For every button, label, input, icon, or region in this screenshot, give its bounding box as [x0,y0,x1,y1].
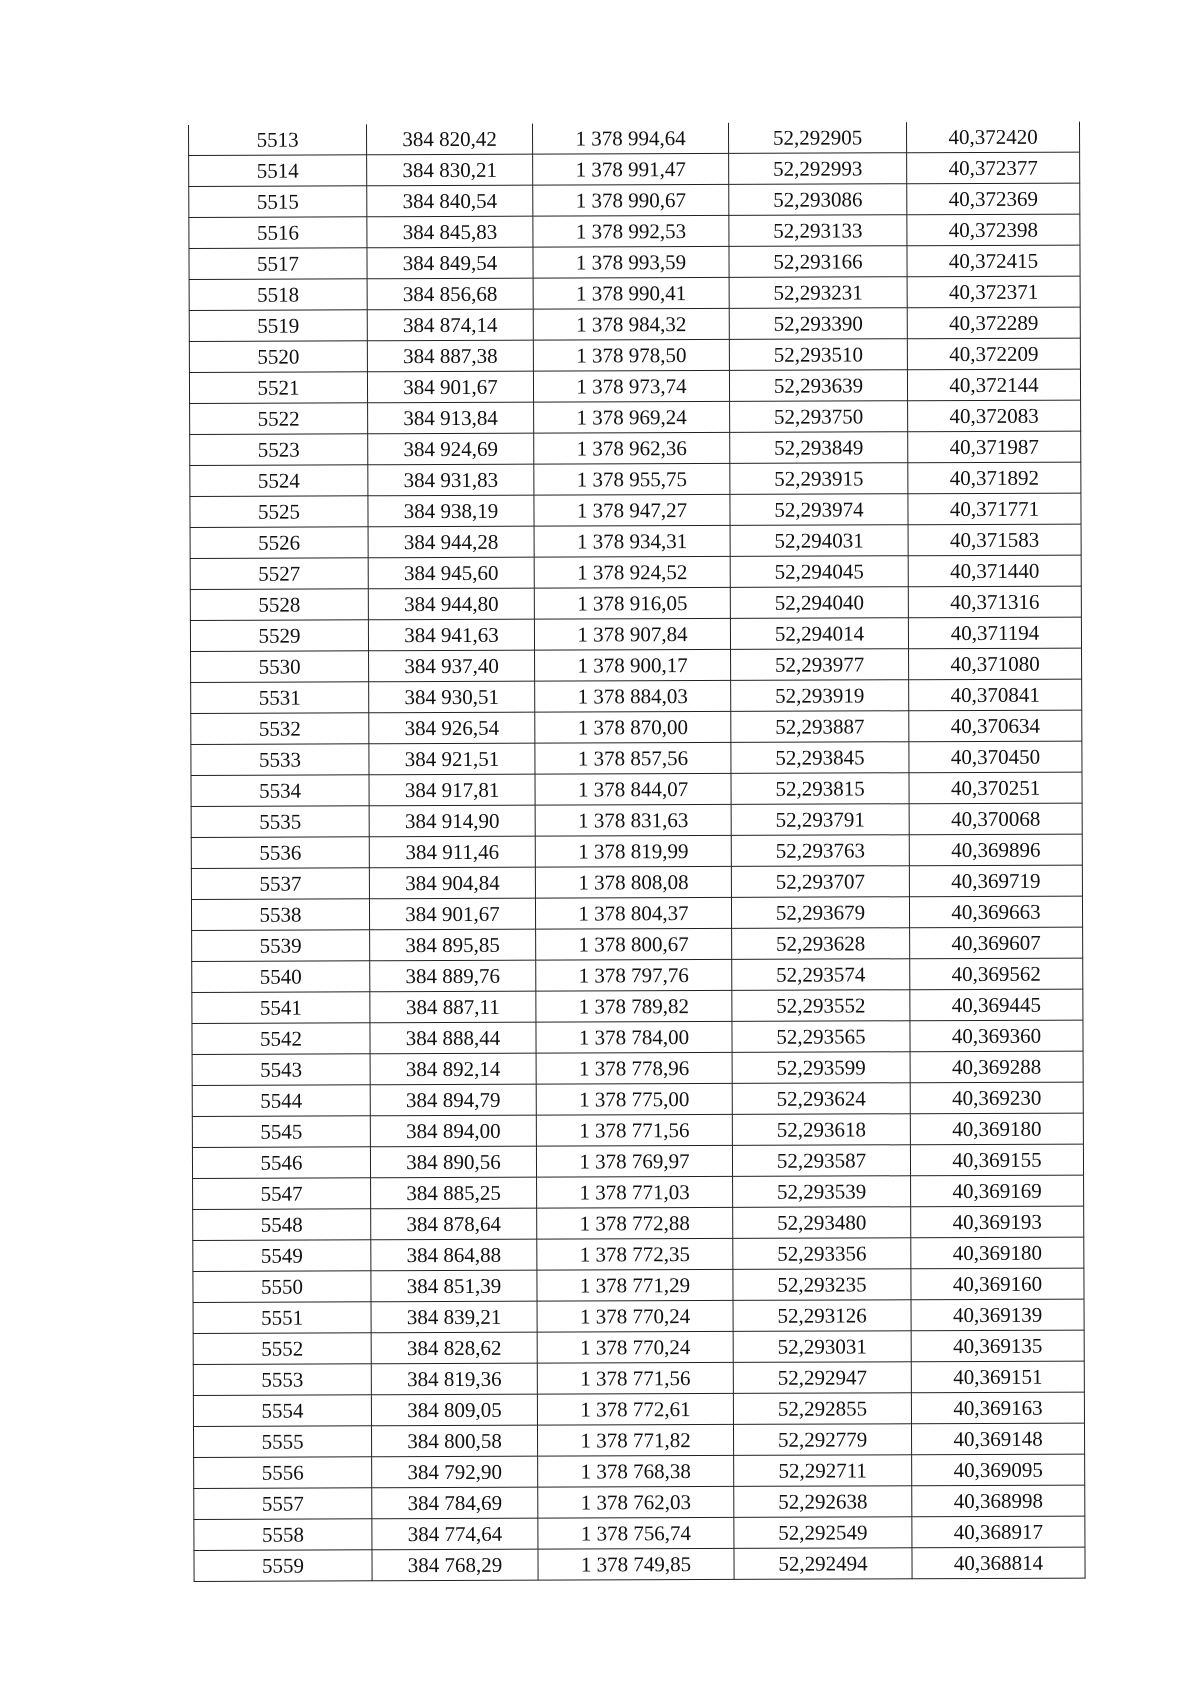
latitude-cell: 52,293356 [733,1238,911,1270]
latitude-cell: 52,293390 [729,308,907,340]
latitude-cell: 52,293552 [732,990,910,1022]
longitude-cell: 40,369896 [909,834,1082,866]
table-row [194,1485,1085,1519]
point-number-cell: 5526 [190,527,368,559]
table-row [193,1206,1084,1240]
table-row [193,1175,1084,1209]
longitude-cell: 40,369169 [911,1175,1084,1207]
table-row [191,648,1082,682]
point-number-cell: 5535 [191,806,369,838]
y-coordinate-cell: 1 378 831,63 [535,804,731,836]
point-number-cell: 5536 [191,837,369,869]
point-number-cell: 5551 [193,1302,371,1334]
y-coordinate-cell: 1 378 772,35 [537,1238,733,1270]
y-coordinate-cell: 1 378 762,03 [538,1486,734,1518]
longitude-cell: 40,369139 [911,1299,1084,1331]
y-coordinate-cell: 1 378 844,07 [535,773,731,805]
x-coordinate-cell: 384 800,58 [371,1425,537,1457]
x-coordinate-cell: 384 809,05 [371,1394,537,1426]
longitude-cell: 40,369663 [909,896,1082,928]
y-coordinate-cell: 1 378 992,53 [533,215,729,247]
x-coordinate-cell: 384 901,67 [367,371,533,403]
x-coordinate-cell: 384 890,56 [370,1146,536,1178]
point-number-cell: 5538 [191,899,369,931]
x-coordinate-cell: 384 889,76 [370,960,536,992]
longitude-cell: 40,371987 [908,431,1081,463]
longitude-cell: 40,371583 [908,524,1081,556]
latitude-cell: 52,292905 [728,122,906,153]
table-row [190,493,1081,527]
x-coordinate-cell: 384 938,19 [368,495,534,527]
x-coordinate-cell: 384 895,85 [370,929,536,961]
point-number-cell: 5516 [189,217,367,249]
longitude-cell: 40,369193 [911,1206,1084,1238]
longitude-cell: 40,371892 [908,462,1081,494]
latitude-cell: 52,293750 [730,401,908,433]
latitude-cell: 52,293791 [731,804,909,836]
table-row [192,927,1083,961]
y-coordinate-cell: 1 378 991,47 [533,153,729,185]
longitude-cell: 40,371771 [908,493,1081,525]
latitude-cell: 52,292947 [733,1362,911,1394]
y-coordinate-cell: 1 378 870,00 [535,711,731,743]
point-number-cell: 5534 [191,775,369,807]
latitude-cell: 52,293639 [729,370,907,402]
y-coordinate-cell: 1 378 934,31 [534,525,730,557]
x-coordinate-cell: 384 888,44 [370,1022,536,1054]
x-coordinate-cell: 384 774,64 [372,1518,538,1550]
latitude-cell: 52,293480 [733,1207,911,1239]
table-row [194,1516,1085,1550]
x-coordinate-cell: 384 887,38 [367,340,533,372]
x-coordinate-cell: 384 892,14 [370,1053,536,1085]
y-coordinate-cell: 1 378 756,74 [538,1517,734,1549]
y-coordinate-cell: 1 378 772,88 [537,1207,733,1239]
table-row [193,1423,1084,1457]
point-number-cell: 5531 [191,682,369,714]
x-coordinate-cell: 384 840,54 [367,185,533,217]
latitude-cell: 52,294014 [730,618,908,650]
y-coordinate-cell: 1 378 800,67 [536,928,732,960]
y-coordinate-cell: 1 378 962,36 [534,432,730,464]
latitude-cell: 52,293887 [731,711,909,743]
longitude-cell: 40,370068 [909,803,1082,835]
longitude-cell: 40,369135 [911,1330,1084,1362]
x-coordinate-cell: 384 926,54 [369,712,535,744]
longitude-cell: 40,369095 [912,1454,1085,1486]
table-row [192,989,1083,1023]
x-coordinate-cell: 384 819,36 [371,1363,537,1395]
longitude-cell: 40,372398 [907,214,1080,246]
latitude-cell: 52,293679 [731,897,909,929]
longitude-cell: 40,372377 [907,152,1080,184]
longitude-cell: 40,372289 [907,307,1080,339]
point-number-cell: 5539 [192,930,370,962]
table-row [194,1547,1085,1581]
table-row [191,772,1082,806]
table-row [190,586,1081,620]
longitude-cell: 40,369445 [910,989,1083,1021]
longitude-cell: 40,368917 [912,1516,1085,1548]
longitude-cell: 40,369151 [911,1361,1084,1393]
y-coordinate-cell: 1 378 907,84 [534,618,730,650]
point-number-cell: 5557 [194,1488,372,1520]
point-number-cell: 5532 [191,713,369,745]
x-coordinate-cell: 384 849,54 [367,247,533,279]
latitude-cell: 52,293707 [731,866,909,898]
latitude-cell: 52,293977 [731,649,909,681]
table-row [189,338,1080,372]
latitude-cell: 52,293166 [729,246,907,278]
table-row [190,555,1081,589]
point-number-cell: 5545 [192,1116,370,1148]
table-row [190,617,1081,651]
latitude-cell: 52,293587 [732,1145,910,1177]
y-coordinate-cell: 1 378 924,52 [534,556,730,588]
y-coordinate-cell: 1 378 749,85 [538,1548,734,1580]
latitude-cell: 52,293510 [729,339,907,371]
longitude-cell: 40,371194 [908,617,1081,649]
y-coordinate-cell: 1 378 771,82 [537,1424,733,1456]
x-coordinate-cell: 384 901,67 [369,898,535,930]
point-number-cell: 5542 [192,1023,370,1055]
latitude-cell: 52,294045 [730,556,908,588]
table-row [193,1299,1084,1333]
point-number-cell: 5519 [189,310,367,342]
table-row [192,1144,1083,1178]
table-row [193,1330,1084,1364]
y-coordinate-cell: 1 378 955,75 [534,463,730,495]
longitude-cell: 40,368998 [912,1485,1085,1517]
point-number-cell: 5537 [191,868,369,900]
point-number-cell: 5553 [193,1364,371,1396]
table-row [191,741,1082,775]
longitude-cell: 40,370251 [909,772,1082,804]
longitude-cell: 40,369155 [910,1144,1083,1176]
longitude-cell: 40,369230 [910,1082,1083,1114]
x-coordinate-cell: 384 924,69 [368,433,534,465]
latitude-cell: 52,293539 [733,1176,911,1208]
x-coordinate-cell: 384 944,80 [368,588,534,620]
point-number-cell: 5555 [193,1426,371,1458]
y-coordinate-cell: 1 378 819,99 [535,835,731,867]
x-coordinate-cell: 384 885,25 [371,1177,537,1209]
latitude-cell: 52,293565 [732,1021,910,1053]
x-coordinate-cell: 384 904,84 [369,867,535,899]
latitude-cell: 52,292711 [734,1455,912,1487]
x-coordinate-cell: 384 917,81 [369,774,535,806]
longitude-cell: 40,369360 [910,1020,1083,1052]
latitude-cell: 52,293599 [732,1052,910,1084]
point-number-cell: 5546 [192,1147,370,1179]
x-coordinate-cell: 384 894,00 [370,1115,536,1147]
latitude-cell: 52,293915 [730,463,908,495]
table-row [189,369,1080,403]
x-coordinate-cell: 384 851,39 [371,1270,537,1302]
latitude-cell: 52,293919 [731,680,909,712]
table-row [191,710,1082,744]
y-coordinate-cell: 1 378 994,64 [532,123,728,154]
y-coordinate-cell: 1 378 778,96 [536,1052,732,1084]
x-coordinate-cell: 384 839,21 [371,1301,537,1333]
longitude-cell: 40,369160 [911,1268,1084,1300]
x-coordinate-cell: 384 878,64 [371,1208,537,1240]
x-coordinate-cell: 384 941,63 [368,619,534,651]
longitude-cell: 40,371440 [908,555,1081,587]
y-coordinate-cell: 1 378 770,24 [537,1331,733,1363]
y-coordinate-cell: 1 378 784,00 [536,1021,732,1053]
x-coordinate-cell: 384 911,46 [369,836,535,868]
y-coordinate-cell: 1 378 770,24 [537,1300,733,1332]
table-row [193,1361,1084,1395]
longitude-cell: 40,369562 [910,958,1083,990]
x-coordinate-cell: 384 874,14 [367,309,533,341]
y-coordinate-cell: 1 378 771,56 [536,1114,732,1146]
x-coordinate-cell: 384 931,83 [368,464,534,496]
table-row [192,1020,1083,1054]
y-coordinate-cell: 1 378 797,76 [536,959,732,991]
longitude-cell: 40,372369 [907,183,1080,215]
x-coordinate-cell: 384 930,51 [369,681,535,713]
y-coordinate-cell: 1 378 771,03 [537,1176,733,1208]
latitude-cell: 52,292855 [733,1393,911,1425]
table-row [190,431,1081,465]
longitude-cell: 40,372144 [907,369,1080,401]
y-coordinate-cell: 1 378 808,08 [535,866,731,898]
y-coordinate-cell: 1 378 772,61 [537,1393,733,1425]
y-coordinate-cell: 1 378 804,37 [535,897,731,929]
table-row [190,462,1081,496]
y-coordinate-cell: 1 378 769,97 [536,1145,732,1177]
longitude-cell: 40,369163 [911,1392,1084,1424]
point-number-cell: 5513 [189,124,367,155]
point-number-cell: 5527 [190,558,368,590]
table-row [189,152,1080,186]
point-number-cell: 5550 [193,1271,371,1303]
x-coordinate-cell: 384 768,29 [372,1549,538,1581]
longitude-cell: 40,369180 [910,1113,1083,1145]
point-number-cell: 5543 [192,1054,370,1086]
table-row [193,1392,1084,1426]
point-number-cell: 5528 [190,589,368,621]
x-coordinate-cell: 384 945,60 [368,557,534,589]
longitude-cell: 40,369148 [911,1423,1084,1455]
point-number-cell: 5533 [191,744,369,776]
point-number-cell: 5541 [192,992,370,1024]
y-coordinate-cell: 1 378 947,27 [534,494,730,526]
point-number-cell: 5529 [190,620,368,652]
point-number-cell: 5520 [189,341,367,373]
latitude-cell: 52,292494 [734,1548,912,1580]
y-coordinate-cell: 1 378 771,29 [537,1269,733,1301]
longitude-cell: 40,372209 [907,338,1080,370]
point-number-cell: 5559 [194,1550,372,1582]
longitude-cell: 40,372371 [907,276,1080,308]
table-body [189,122,1086,1582]
latitude-cell: 52,293126 [733,1300,911,1332]
table-row [192,1051,1083,1085]
x-coordinate-cell: 384 784,69 [372,1487,538,1519]
latitude-cell: 52,292549 [734,1517,912,1549]
table-row [191,803,1082,837]
point-number-cell: 5547 [193,1178,371,1210]
table-row [192,1113,1083,1147]
point-number-cell: 5523 [190,434,368,466]
latitude-cell: 52,293815 [731,773,909,805]
x-coordinate-cell: 384 921,51 [369,743,535,775]
y-coordinate-cell: 1 378 978,50 [533,339,729,371]
table-row [191,896,1082,930]
point-number-cell: 5514 [189,155,367,187]
table-row [194,1454,1085,1488]
longitude-cell: 40,370634 [909,710,1082,742]
x-coordinate-cell: 384 820,42 [366,124,532,155]
point-number-cell: 5521 [189,372,367,404]
y-coordinate-cell: 1 378 771,56 [537,1362,733,1394]
longitude-cell: 40,372083 [908,400,1081,432]
y-coordinate-cell: 1 378 916,05 [534,587,730,619]
y-coordinate-cell: 1 378 884,03 [535,680,731,712]
y-coordinate-cell: 1 378 990,41 [533,277,729,309]
y-coordinate-cell: 1 378 857,56 [535,742,731,774]
table-row [191,865,1082,899]
latitude-cell: 52,293624 [732,1083,910,1115]
latitude-cell: 52,293974 [730,494,908,526]
table-row [193,1268,1084,1302]
x-coordinate-cell: 384 937,40 [369,650,535,682]
x-coordinate-cell: 384 845,83 [367,216,533,248]
x-coordinate-cell: 384 856,68 [367,278,533,310]
point-number-cell: 5525 [190,496,368,528]
latitude-cell: 52,292638 [734,1486,912,1518]
table-row [190,400,1081,434]
table-row [189,214,1080,248]
point-number-cell: 5540 [192,961,370,993]
table-row [192,958,1083,992]
latitude-cell: 52,293086 [729,184,907,216]
x-coordinate-cell: 384 792,90 [372,1456,538,1488]
y-coordinate-cell: 1 378 900,17 [535,649,731,681]
longitude-cell: 40,369180 [911,1237,1084,1269]
x-coordinate-cell: 384 828,62 [371,1332,537,1364]
table-row [192,1082,1083,1116]
table-row [191,834,1082,868]
latitude-cell: 52,293574 [732,959,910,991]
latitude-cell: 52,294031 [730,525,908,557]
longitude-cell: 40,372420 [906,122,1079,153]
longitude-cell: 40,369288 [910,1051,1083,1083]
point-number-cell: 5554 [193,1395,371,1427]
table-row [189,245,1080,279]
y-coordinate-cell: 1 378 973,74 [533,370,729,402]
point-number-cell: 5552 [193,1333,371,1365]
point-number-cell: 5558 [194,1519,372,1551]
y-coordinate-cell: 1 378 789,82 [536,990,732,1022]
longitude-cell: 40,372415 [907,245,1080,277]
x-coordinate-cell: 384 864,88 [371,1239,537,1271]
table-row [191,679,1082,713]
latitude-cell: 52,293133 [729,215,907,247]
point-number-cell: 5530 [191,651,369,683]
latitude-cell: 52,293231 [729,277,907,309]
y-coordinate-cell: 1 378 990,67 [533,184,729,216]
x-coordinate-cell: 384 887,11 [370,991,536,1023]
point-number-cell: 5548 [193,1209,371,1241]
latitude-cell: 52,293628 [732,928,910,960]
y-coordinate-cell: 1 378 993,59 [533,246,729,278]
longitude-cell: 40,371080 [909,648,1082,680]
point-number-cell: 5544 [192,1085,370,1117]
latitude-cell: 52,293618 [732,1114,910,1146]
y-coordinate-cell: 1 378 984,32 [533,308,729,340]
latitude-cell: 52,292993 [729,153,907,185]
longitude-cell: 40,369607 [910,927,1083,959]
latitude-cell: 52,293763 [731,835,909,867]
x-coordinate-cell: 384 913,84 [368,402,534,434]
latitude-cell: 52,293031 [733,1331,911,1363]
point-number-cell: 5549 [193,1240,371,1272]
latitude-cell: 52,293235 [733,1269,911,1301]
y-coordinate-cell: 1 378 775,00 [536,1083,732,1115]
y-coordinate-cell: 1 378 969,24 [534,401,730,433]
longitude-cell: 40,370450 [909,741,1082,773]
table-row [189,122,1080,156]
point-number-cell: 5515 [189,186,367,218]
table-row [189,183,1080,217]
latitude-cell: 52,294040 [730,587,908,619]
point-number-cell: 5518 [189,279,367,311]
latitude-cell: 52,293845 [731,742,909,774]
point-number-cell: 5522 [190,403,368,435]
x-coordinate-cell: 384 944,28 [368,526,534,558]
longitude-cell: 40,369719 [909,865,1082,897]
longitude-cell: 40,371316 [908,586,1081,618]
y-coordinate-cell: 1 378 768,38 [538,1455,734,1487]
latitude-cell: 52,292779 [733,1424,911,1456]
table-row [189,276,1080,310]
point-number-cell: 5556 [194,1457,372,1489]
table-row [193,1237,1084,1271]
table-row [190,524,1081,558]
coordinates-table [188,122,1086,1582]
point-number-cell: 5517 [189,248,367,280]
table-row [189,307,1080,341]
latitude-cell: 52,293849 [730,432,908,464]
x-coordinate-cell: 384 914,90 [369,805,535,837]
longitude-cell: 40,370841 [909,679,1082,711]
point-number-cell: 5524 [190,465,368,497]
x-coordinate-cell: 384 830,21 [367,154,533,186]
x-coordinate-cell: 384 894,79 [370,1084,536,1116]
longitude-cell: 40,368814 [912,1547,1085,1579]
